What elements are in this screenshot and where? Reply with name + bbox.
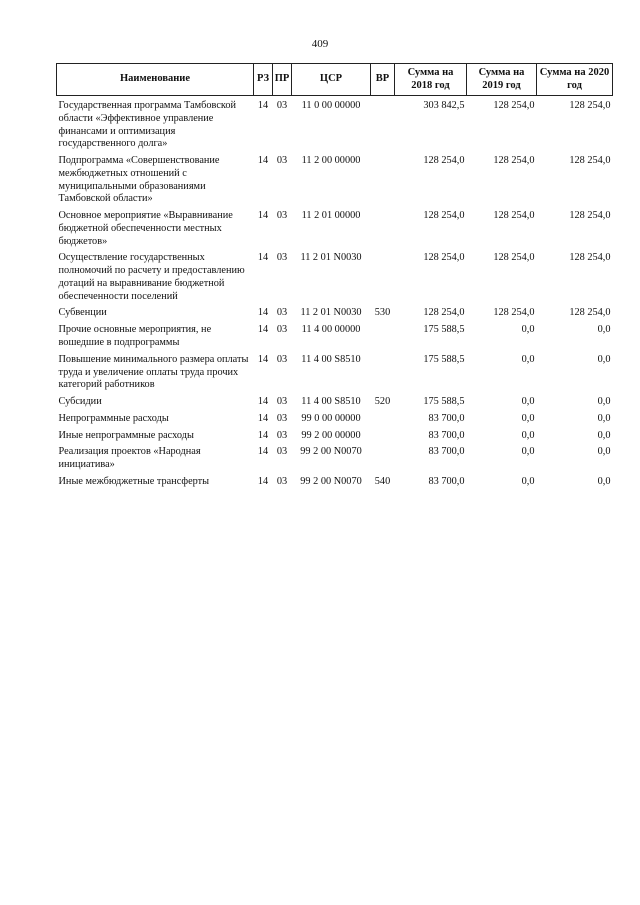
row-sum-2020: 0,0	[597, 396, 611, 408]
row-pr: 03	[276, 412, 288, 424]
table-row	[57, 324, 613, 354]
row-name: Иные непрограммные расходы	[58, 429, 194, 441]
row-sum-2018: 128 254,0	[423, 155, 465, 167]
row-vr	[371, 354, 395, 396]
row-vr	[371, 430, 395, 447]
row-sum-2018: 83 700,0	[428, 446, 465, 458]
row-sum-2020: 0,0	[597, 475, 611, 487]
header-row	[57, 64, 613, 96]
row-pr: 03	[276, 396, 288, 408]
row-sum-2019: 0,0	[521, 324, 535, 336]
row-vr	[371, 210, 395, 252]
row-csr: 11 2 01 N0030	[300, 307, 362, 319]
row-vr	[371, 155, 395, 210]
row-name: Подпрограмма «Совершенствование межбюджетных отношений с муниципальными образованиями Тамбовской области»	[58, 155, 220, 205]
table-header	[57, 64, 613, 96]
row-csr: 99 0 00 00000	[301, 412, 361, 424]
row-rz: 14	[257, 100, 269, 111]
row-sum-2019: 0,0	[521, 475, 535, 487]
row-rz: 14	[257, 446, 269, 458]
table-row	[57, 307, 613, 324]
table-row	[57, 96, 613, 156]
row-name: Прочие основные мероприятия, не вошедшие в подпрограммы	[58, 324, 212, 349]
row-name: Субвенции	[58, 307, 107, 319]
row-rz: 14	[257, 353, 269, 365]
row-name: Государственная программа Тамбовской области «Эффективное управление финансами и оптимизация государственного долга»	[58, 100, 237, 150]
row-sum-2020: 0,0	[597, 412, 611, 424]
row-sum-2020: 128 254,0	[569, 155, 611, 167]
row-pr: 03	[276, 155, 288, 167]
row-rz: 14	[257, 396, 269, 408]
row-sum-2018: 303 842,5	[423, 100, 465, 111]
row-csr: 11 4 00 S8510	[301, 396, 361, 408]
row-pr: 03	[276, 353, 288, 365]
row-csr: 99 2 00 N0070	[300, 446, 362, 458]
row-sum-2019: 0,0	[521, 396, 535, 408]
row-sum-2020: 128 254,0	[569, 210, 611, 222]
row-name: Основное мероприятие «Выравнивание бюджетной обеспеченности местных бюджетов»	[58, 210, 233, 247]
row-sum-2019: 128 254,0	[493, 307, 535, 319]
row-sum-2018: 128 254,0	[423, 252, 465, 264]
budget-table	[56, 63, 613, 493]
row-sum-2019: 0,0	[521, 429, 535, 441]
row-sum-2018: 128 254,0	[423, 307, 465, 319]
row-csr: 11 4 00 S8510	[301, 353, 361, 365]
row-rz: 14	[257, 429, 269, 441]
row-sum-2020: 0,0	[597, 429, 611, 441]
row-sum-2019: 0,0	[521, 412, 535, 424]
row-pr: 03	[276, 210, 288, 222]
row-rz: 14	[257, 324, 269, 336]
row-rz: 14	[257, 155, 269, 167]
row-vr	[371, 96, 395, 156]
row-csr: 99 2 00 N0070	[300, 475, 362, 487]
row-sum-2020: 0,0	[597, 324, 611, 336]
row-rz: 14	[257, 210, 269, 222]
row-csr: 11 0 00 00000	[301, 100, 361, 111]
row-sum-2019: 128 254,0	[493, 155, 535, 167]
row-sum-2018: 175 588,5	[423, 396, 465, 408]
row-sum-2020: 128 254,0	[569, 252, 611, 264]
row-sum-2020: 128 254,0	[569, 100, 611, 111]
table-body	[57, 96, 613, 493]
row-sum-2019: 0,0	[521, 446, 535, 458]
table-row	[57, 210, 613, 252]
row-pr: 03	[276, 475, 288, 487]
row-name: Иные межбюджетные трансферты	[58, 475, 210, 487]
row-vr: 540	[374, 475, 391, 487]
row-name: Повышение минимального размера оплаты труда и увеличение оплаты труда прочих категорий работников	[58, 353, 249, 391]
row-csr: 11 2 01 N0030	[300, 252, 362, 264]
row-pr: 03	[276, 429, 288, 441]
row-sum-2020: 0,0	[597, 446, 611, 458]
row-name: Непрограммные расходы	[58, 412, 169, 424]
table-row	[57, 252, 613, 307]
table-row	[57, 155, 613, 210]
row-vr	[371, 252, 395, 307]
row-csr: 11 4 00 00000	[301, 324, 361, 336]
table-row	[57, 354, 613, 396]
row-rz: 14	[257, 475, 269, 487]
row-csr: 11 2 01 00000	[301, 210, 361, 222]
row-sum-2018: 175 588,5	[423, 353, 465, 365]
row-name: Осуществление государственных полномочий по расчету и предоставлению дотаций на выравнивание бюджетной обеспеченности поселений	[58, 252, 245, 302]
row-sum-2019: 128 254,0	[493, 252, 535, 264]
row-sum-2018: 128 254,0	[423, 210, 465, 222]
header-rz: РЗ	[254, 64, 273, 96]
row-sum-2019: 128 254,0	[493, 100, 535, 111]
table-row	[57, 430, 613, 447]
row-name: Субсидии	[58, 396, 102, 408]
row-pr: 03	[276, 100, 288, 111]
row-vr	[371, 324, 395, 354]
row-name: Реализация проектов «Народная инициатива»	[58, 446, 201, 471]
header-pr: ПР	[273, 64, 292, 96]
header-name: Наименование	[57, 64, 254, 96]
page-number: 409	[311, 38, 329, 50]
row-sum-2018: 175 588,5	[423, 324, 465, 336]
row-pr: 03	[276, 307, 288, 319]
row-sum-2020: 0,0	[597, 353, 611, 365]
header-2019: Сумма на 2019 год	[467, 64, 537, 96]
row-rz: 14	[257, 412, 269, 424]
table-row	[57, 396, 613, 413]
row-sum-2018: 83 700,0	[428, 475, 465, 487]
row-sum-2018: 83 700,0	[428, 412, 465, 424]
row-sum-2018: 83 700,0	[428, 429, 465, 441]
row-rz: 14	[257, 252, 269, 264]
row-sum-2019: 0,0	[521, 353, 535, 365]
row-vr: 530	[374, 307, 391, 319]
row-csr: 11 2 00 00000	[301, 155, 361, 167]
row-sum-2019: 128 254,0	[493, 210, 535, 222]
row-pr: 03	[276, 446, 288, 458]
row-vr	[371, 446, 395, 476]
table-row	[57, 446, 613, 476]
row-rz: 14	[257, 307, 269, 319]
header-vr: ВР	[371, 64, 395, 96]
table-row	[57, 413, 613, 430]
header-csr: ЦСР	[292, 64, 371, 96]
header-2018: Сумма на 2018 год	[395, 64, 467, 96]
row-sum-2020: 128 254,0	[569, 307, 611, 319]
row-csr: 99 2 00 00000	[301, 429, 361, 441]
table-row	[57, 476, 613, 493]
row-pr: 03	[276, 252, 288, 264]
header-2020: Сумма на 2020 год	[537, 64, 613, 96]
row-vr	[371, 413, 395, 430]
row-vr: 520	[374, 396, 391, 408]
row-pr: 03	[276, 324, 288, 336]
